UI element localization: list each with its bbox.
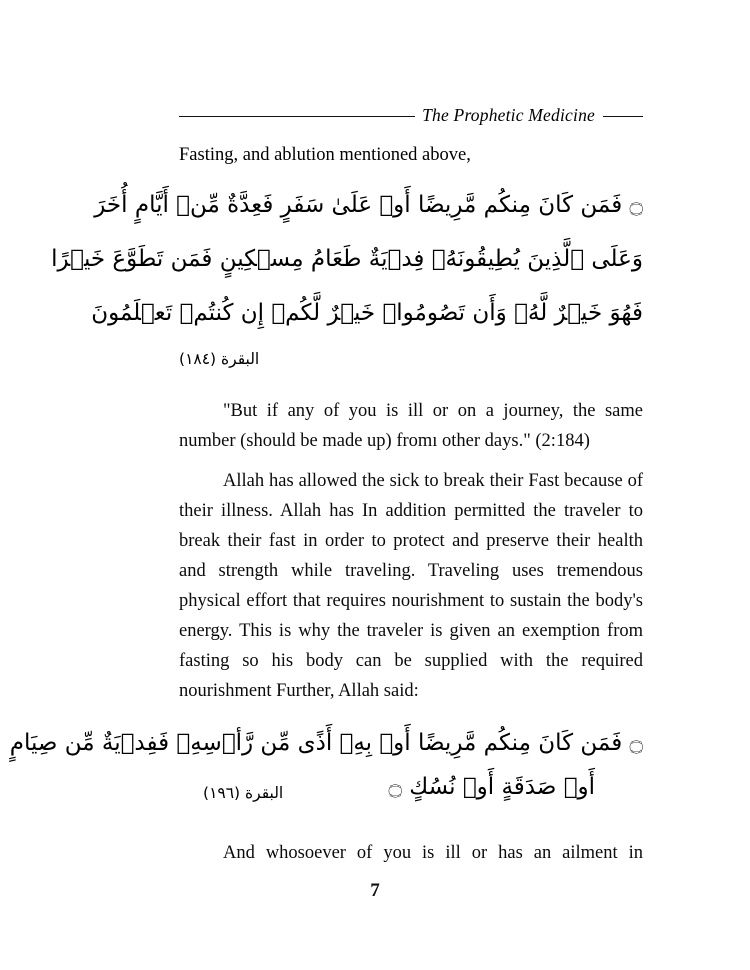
citation-al-baqarah-184: البقرة (١٨٤) bbox=[179, 350, 260, 368]
page-number: 7 bbox=[370, 880, 380, 901]
intro-line: Fasting, and ablution mentioned above, bbox=[179, 145, 471, 165]
closing-line: And whosoever of you is ill or has an ailment in bbox=[223, 843, 643, 863]
translation-2-184: "But if any of you is ill or on a journey, the same number (should be made up) fromı other days." (2:184) bbox=[179, 401, 643, 451]
quran-quote-2-184 bbox=[51, 178, 643, 340]
quran-184-line-3: فَهُوَ خَيۡرٌ لَّهُۥ وَأَن تَصُومُواۡ خَيۡرٌ لَّكُمۡ إِن كُنتُمۡ تَعۡلَمُونَ bbox=[91, 300, 643, 326]
quran-quote-2-196 bbox=[9, 716, 643, 770]
quran-184-line-2: وَعَلَى ٱلَّذِينَ يُطِيقُونَهُۥ فِدۡيَةٌ طَعَامُ مِسۡكِينٍ فَمَن تَطَوَّعَ خَيۡرًا bbox=[51, 246, 643, 272]
quran-196-line-1: ۝ فَمَن كَانَ مِنكُم مَّرِيضًا أَوۡ بِهِۦ أَذًى مِّن رَّأۡسِهِۦ فَفِدۡيَةٌ مِّن صِيَامٍ bbox=[9, 730, 643, 756]
main-body-paragraph: Allah has allowed the sick to break their Fast because of their illness. Allah has In addition permitted the traveler to break their fast in order to protect and preserve their health and strength while traveling. Traveling uses tremendous physical effort that requires nourishment to sustain the body's energy. This is why the traveler is given an exemption from fasting so his body can be supplied with the required nourishment Further, Allah said: bbox=[179, 471, 643, 701]
quran-196-tail-row bbox=[179, 772, 643, 820]
running-header bbox=[179, 105, 643, 126]
quran-184-line-1: ۝ فَمَن كَانَ مِنكُم مَّرِيضًا أَوۡ عَلَىٰ سَفَرٍ فَعِدَّةٌ مِّنۡ أَيَّامٍ أُخَرَ bbox=[94, 192, 643, 218]
header-rule-right bbox=[603, 116, 643, 117]
header-rule-left bbox=[179, 116, 415, 117]
citation-al-baqarah-196: البقرة (١٩٦) bbox=[203, 784, 284, 802]
running-header-title: The Prophetic Medicine bbox=[422, 105, 595, 125]
quran-196-line-2: أَوۡ صَدَقَةٍ أَوۡ نُسُكٍ ۝ bbox=[388, 774, 595, 800]
